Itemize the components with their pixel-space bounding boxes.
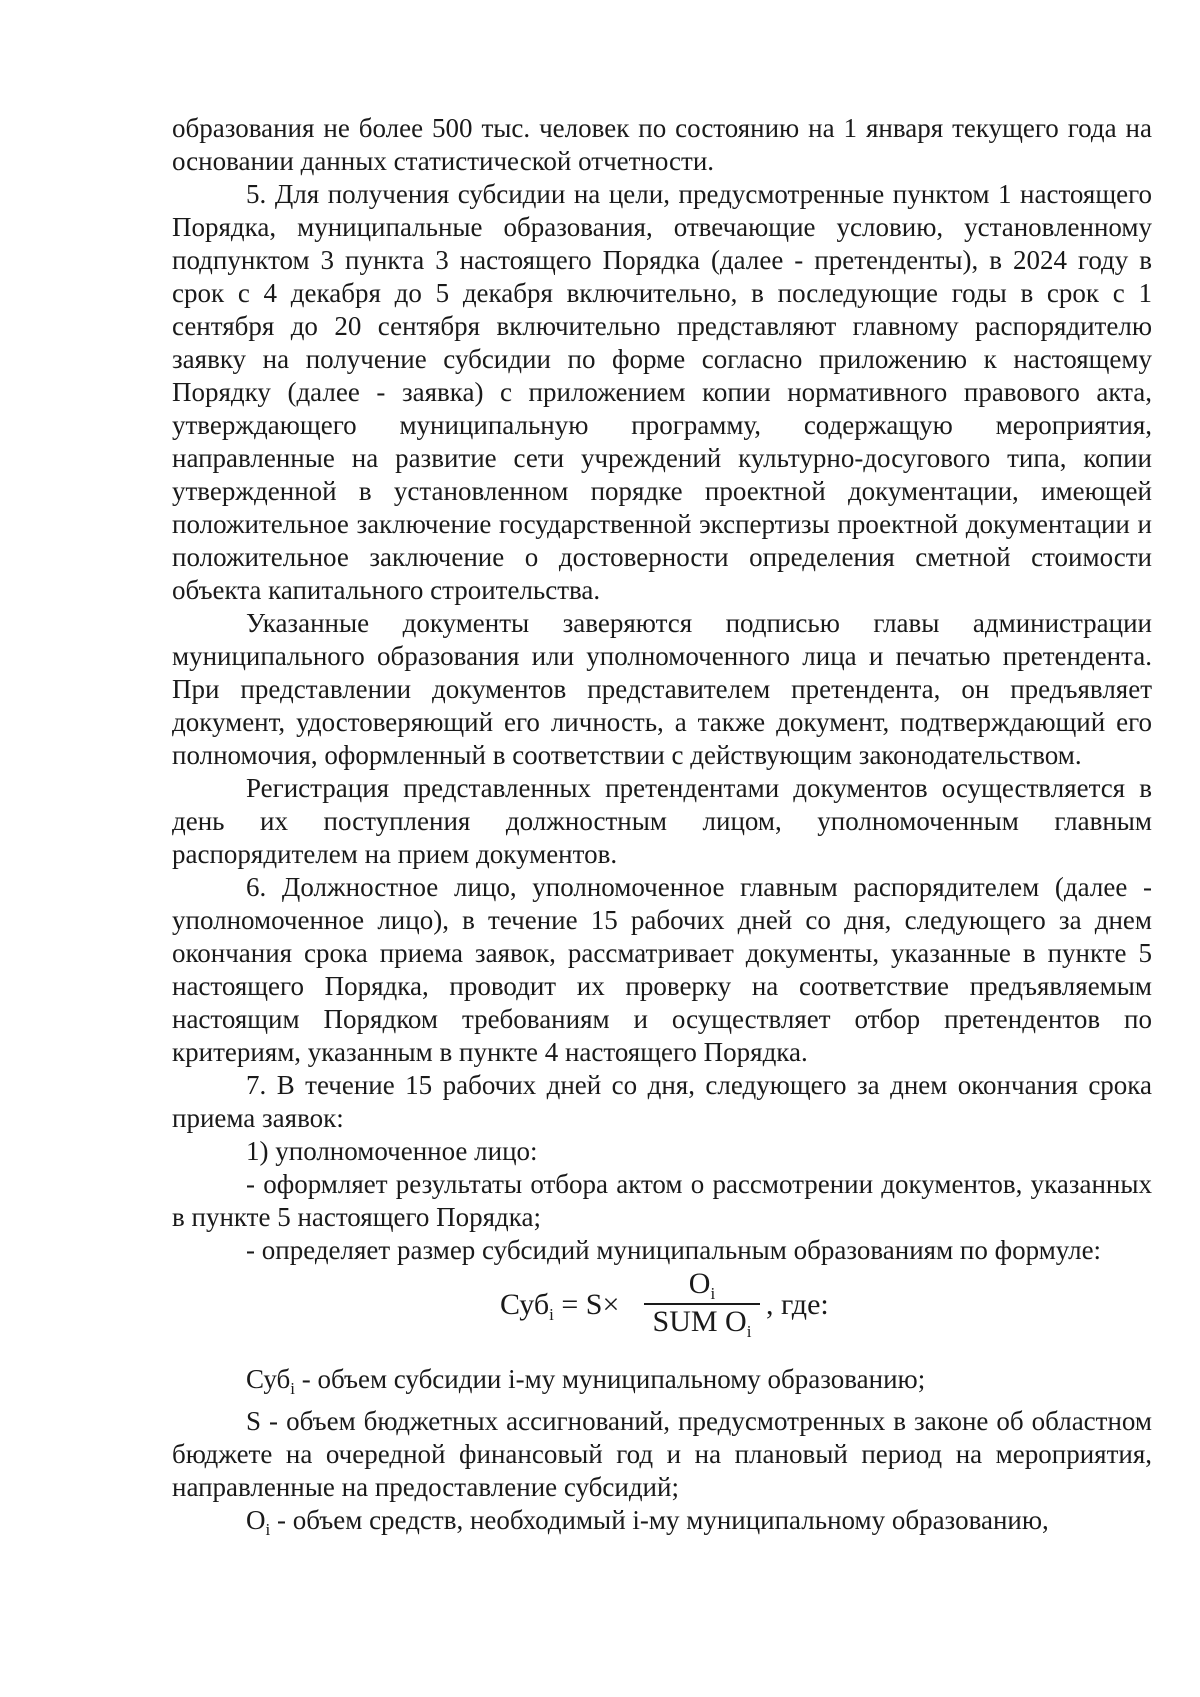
formula-denominator: SUM $O_i$ — [652, 1305, 752, 1341]
subsidy-formula — [172, 1267, 1152, 1343]
definition-sub-i: Суб$_i$ - объем субсидии i-му муниципальному образованию; — [246, 1364, 926, 1398]
paragraph-registration: Регистрация представленных претендентами документов осуществляется в день их поступления должностным лицом, уполномоченным главным распорядителем на прием документов. — [172, 773, 1152, 869]
paragraph-item-5: 5. Для получения субсидии на цели, предусмотренные пунктом 1 настоящего Порядка, муниципальные образования, отвечающие условию, установленному подпунктом 3 пункта 3 настоящего Порядка (далее - претенденты), в 2024 году в срок с 4 декабря до 5 декабря включительно, в последующие годы в срок с 1 сентября до 20 сентября включительно представляют главному распорядителю заявку на получение субсидии по форме согласно приложению к настоящему Порядку (далее - заявка) с приложением копии нормативного правового акта, утверждающего муниципальную программу, содержащую мероприятия, направленные на развитие сети учреждений культурно-досугового типа, копии утвержденной в установленном порядке проектной документации, имеющей положительное заключение государственной экспертизы проектной документации и положительное заключение о достоверности определения сметной стоимости объекта капитального строительства. — [172, 179, 1152, 605]
formula-lhs: Суб$_i$ = S× — [500, 1288, 620, 1324]
document-page — [172, 112, 1152, 1546]
formula-spacer — [172, 1343, 1152, 1363]
formula-numerator: $O_i$ — [688, 1267, 716, 1303]
paragraph-continuation: образования не более 500 тыс. человек по состоянию на 1 января текущего года на основании данных статистической отчетности. — [172, 113, 1152, 176]
paragraph-subitem-1: 1) уполномоченное лицо: — [246, 1136, 538, 1166]
paragraph-documents-certification: Указанные документы заверяются подписью главы администрации муниципального образования или уполномоченного лица и печатью претендента. При представлении документов представителем претендента, он предъявляет документ, удостоверяющий его личность, а также документ, подтверждающий его полномочия, оформленный в соответствии с действующим законодательством. — [172, 608, 1152, 770]
formula-fraction — [642, 1267, 762, 1341]
formula-tail: , где: — [766, 1288, 829, 1321]
definition-o-i: $O_i$ - объем средств, необходимый i-му муниципальному образованию, — [246, 1505, 1049, 1539]
paragraph-item-6: 6. Должностное лицо, уполномоченное главным распорядителем (далее - уполномоченное лицо), в течение 15 рабочих дней со дня, следующего за днем окончания срока приема заявок, рассматривает документы, указанные в пункте 5 настоящего Порядка, проводит их проверку на соответствие предъявляемым настоящим Порядком требованиям и осуществляет отбор претендентов по критериям, указанным в пункте 4 настоящего Порядка. — [172, 872, 1152, 1067]
paragraph-bullet-act: - оформляет результаты отбора актом о рассмотрении документов, указанных в пункте 5 настоящего Порядка; — [172, 1169, 1152, 1232]
definition-s: S - объем бюджетных ассигнований, предусмотренных в законе об областном бюджете на очередной финансовый год и на плановый период на мероприятия, направленные на предоставление субсидий; — [172, 1406, 1152, 1502]
paragraph-item-7: 7. В течение 15 рабочих дней со дня, следующего за днем окончания срока приема заявок: — [172, 1070, 1152, 1133]
paragraph-bullet-formula-intro: - определяет размер субсидий муниципальным образованиям по формуле: — [246, 1235, 1102, 1265]
